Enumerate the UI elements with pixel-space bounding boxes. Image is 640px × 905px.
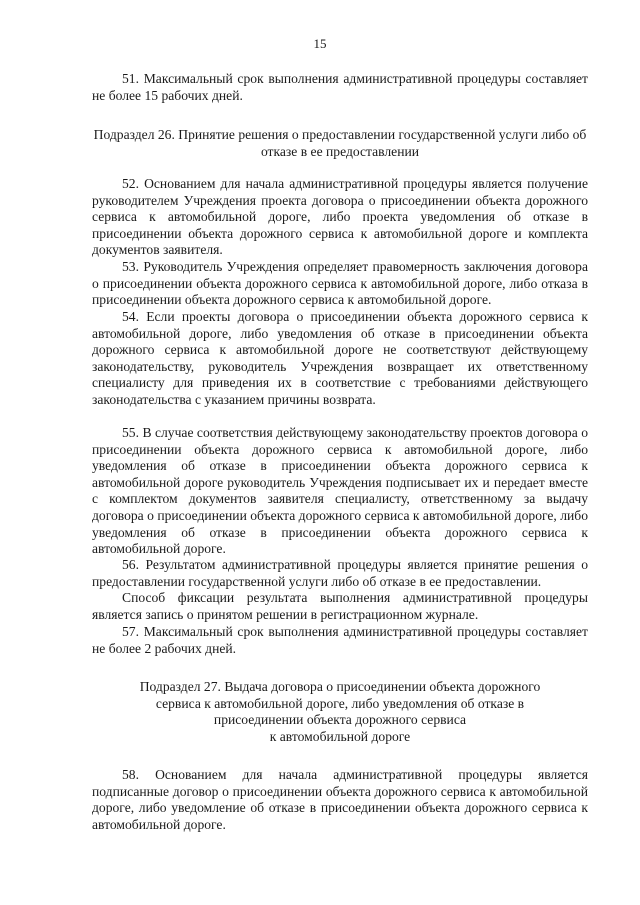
subsection-27-line-4: к автомобильной дороге [269, 728, 411, 744]
page-number: 15 [313, 36, 327, 51]
subsection-27-line-1: Подраздел 27. Выдача договора о присоединении объекта дорожного [139, 679, 541, 694]
subsection-27-line-2: сервиса к автомобильной дороге, либо уведомления об отказе в [155, 695, 525, 711]
subsection-27-heading [92, 679, 588, 745]
paragraph-55: 55. В случае соответствия действующему законодательству проектов договора о присоединении объекта дорожного сервиса к автомобильной дороге, либо уведомления об отказе в присоединении объекта дорожного сервиса к автомобильной дороге руководитель Учреждения подписывает их и передает вместе с комплектом документов заявителя специалисту, ответственному за выдачу договора о присоединении объекта дорожного сервиса к автомобильной дороге, либо уведомления об отказе в присоединении объекта дорожного сервиса к автомобильной дороге. [92, 425, 588, 557]
subsection-27-line-3: присоединении объекта дорожного сервиса [213, 712, 467, 728]
paragraph-51: 51. Максимальный срок выполнения административной процедуры составляет не более 15 рабочих дней. [92, 71, 588, 103]
paragraph-54: 54. Если проекты договора о присоединении объекта дорожного сервиса к автомобильной дороге, либо уведомления об отказе в присоединении объекта дорожного сервиса к автомобильной дороге не соответствуют действующему законодательству, руководитель Учреждения возвращает их ответственному специалисту для приведения их в соответствие с требованиями действующего законодательства с указанием причины возврата. [92, 309, 588, 407]
paragraph-53: 53. Руководитель Учреждения определяет правомерность заключения договора о присоединении объекта дорожного сервиса к автомобильной дороге, либо отказа в присоединении объекта дорожного сервиса к автомобильной дороге. [92, 259, 588, 308]
paragraph-52: 52. Основанием для начала административной процедуры является получение руководителем Учреждения проекта договора о присоединении объекта дорожного сервиса к автомобильной дороге, либо проекта уведомления об отказе в присоединении объекта дорожного сервиса к автомобильной дороге и комплекта документов заявителя. [92, 176, 588, 258]
paragraph-58: 58. Основанием для начала административной процедуры является подписанные договор о присоединении объекта дорожного сервиса к автомобильной дороге, либо уведомление об отказе в присоединении объекта дорожного сервиса к автомобильной дороге. [92, 767, 588, 832]
paragraph-57: 57. Максимальный срок выполнения административной процедуры составляет не более 2 рабочих дней. [92, 624, 588, 656]
paragraph-56-method: Способ фиксации результата выполнения административной процедуры является запись о принятом решении в регистрационном журнале. [92, 590, 588, 622]
subsection-26-heading: Подраздел 26. Принятие решения о предоставлении государственной услуги либо об отказе в ее предоставлении [93, 127, 587, 159]
paragraph-56: 56. Результатом административной процедуры является принятие решения о предоставлении государственной услуги либо об отказе в ее предоставлении. [92, 557, 588, 589]
